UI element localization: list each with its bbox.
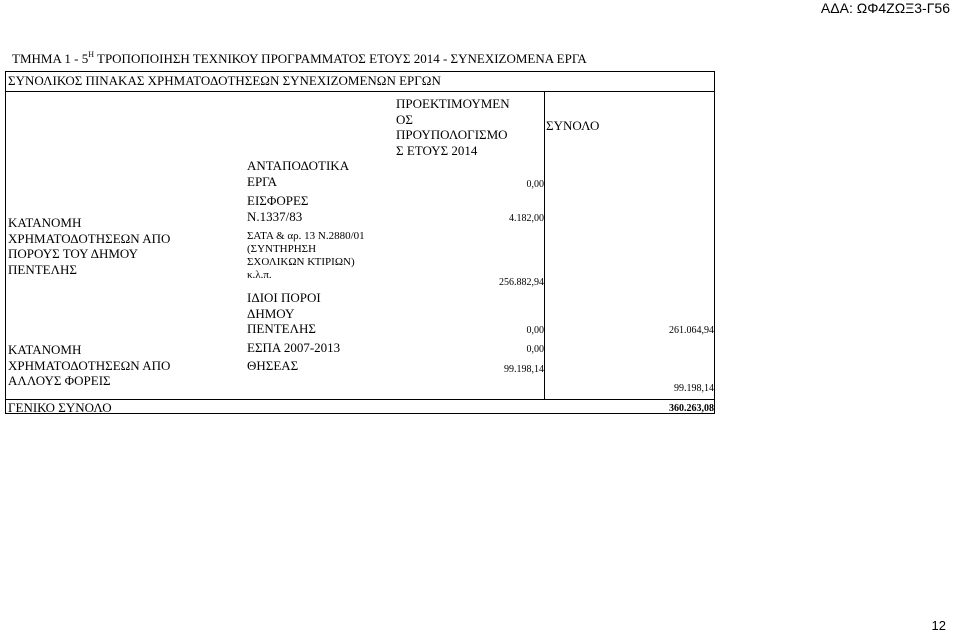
source-line: (ΣΥΝΤΗΡΗΣΗ — [247, 243, 317, 255]
source-idioi-poroi — [247, 290, 321, 337]
group1-label-line: ΧΡΗΜΑΤΟΔΟΤΗΣΕΩΝ ΑΠΟ — [8, 230, 171, 246]
group1-label-line: ΠΕΝΤΕΛΗΣ — [8, 261, 77, 277]
source-line: ΑΝΤΑΠΟΔΟΤΙΚΑ — [247, 158, 350, 173]
group2-total: 99.198,14 — [674, 383, 714, 394]
value-thiseas: 99.198,14 — [504, 364, 544, 375]
budget-header-line: ΠΡΟΥΠΟΛΟΓΙΣΜΟ — [396, 127, 508, 142]
source-espa: ΕΣΠΑ 2007-2013 — [247, 340, 341, 355]
group1-label-line: ΚΑΤΑΝΟΜΗ — [8, 215, 82, 230]
source-line: ΣΑΤΑ & αρ. 13 Ν.2880/01 — [247, 230, 365, 242]
page-title — [12, 51, 587, 67]
group2-label-line: ΑΛΛΟΥΣ ΦΟΡΕΙΣ — [8, 373, 111, 388]
group2-label-line: ΚΑΤΑΝΟΜΗ — [8, 342, 82, 357]
source-line: ΕΙΣΦΟΡΕΣ — [247, 193, 309, 208]
group1-label-line: ΠΟΡΟΥΣ ΤΟΥ ΔΗΜΟΥ — [8, 246, 139, 261]
source-line: ΣΧΟΛΙΚΩΝ ΚΤΙΡΙΩΝ) — [247, 256, 355, 268]
grand-total-label: ΓΕΝΙΚΟ ΣΥΝΟΛΟ — [8, 400, 112, 415]
group2-label — [8, 342, 170, 389]
table-border-left — [5, 71, 6, 414]
source-line: ΕΡΓΑ — [247, 173, 278, 189]
budget-header — [396, 96, 510, 158]
value-espa: 0,00 — [526, 344, 544, 355]
title-suffix: ΤΡΟΠΟΠΟΙΗΣΗ ΤΕΧΝΙΚΟΥ ΠΡΟΓΡΑΜΜΑΤΟΣ ΕΤΟΥΣ 2014 - ΣΥΝΕΧΙΖΟΜΕΝΑ ΕΡΓΑ — [93, 51, 587, 66]
title-prefix: ΤΜΗΜΑ 1 - 5 — [12, 51, 89, 66]
source-line: ΙΔΙΟΙ ΠΟΡΟΙ — [247, 290, 321, 305]
grand-total-value: 360.263,08 — [669, 403, 714, 414]
group2-label-line: ΧΡΗΜΑΤΟΔΟΤΗΣΕΩΝ ΑΠΟ — [8, 357, 171, 373]
source-eisfores — [247, 193, 308, 224]
document-code: ΑΔΑ: ΩΦ4ΖΩΞ3-Γ56 — [820, 0, 950, 16]
budget-column-right-rule — [544, 91, 545, 399]
group1-total: 261.064,94 — [669, 325, 714, 336]
total-header: ΣΥΝΟΛΟ — [546, 118, 600, 133]
value-sata: 256.882,94 — [499, 277, 544, 288]
source-thiseas: ΘΗΣΕΑΣ — [247, 358, 299, 373]
table-border-right — [714, 71, 715, 414]
caption-bottom-rule — [5, 91, 715, 92]
table-border-top — [5, 71, 715, 72]
source-line: ΔΗΜΟΥ — [247, 305, 295, 321]
value-idioi-poroi: 0,00 — [526, 325, 544, 336]
source-line: ΠΕΝΤΕΛΗΣ — [247, 321, 316, 336]
source-line: Ν.1337/83 — [247, 208, 303, 224]
table-caption: ΣΥΝΟΛΙΚΟΣ ΠΙΝΑΚΑΣ ΧΡΗΜΑΤΟΔΟΤΗΣΕΩΝ ΣΥΝΕΧΙΖΟΜΕΝΩΝ ΕΡΓΩΝ — [8, 73, 441, 88]
budget-header-line: ΠΡΟΕΚΤΙΜΟΥΜΕΝ — [396, 96, 510, 111]
title-superscript: Η — [88, 50, 94, 59]
value-eisfores: 4.182,00 — [509, 213, 544, 224]
group1-label — [8, 215, 170, 277]
budget-header-line: Σ ΕΤΟΥΣ 2014 — [396, 142, 478, 158]
source-antapodotika — [247, 158, 349, 189]
source-line: κ.λ.π. — [247, 269, 272, 281]
budget-header-line: ΟΣ — [396, 111, 413, 127]
value-antapodotika: 0,00 — [526, 179, 544, 190]
source-sata — [247, 230, 365, 282]
page-number: 12 — [931, 618, 946, 633]
